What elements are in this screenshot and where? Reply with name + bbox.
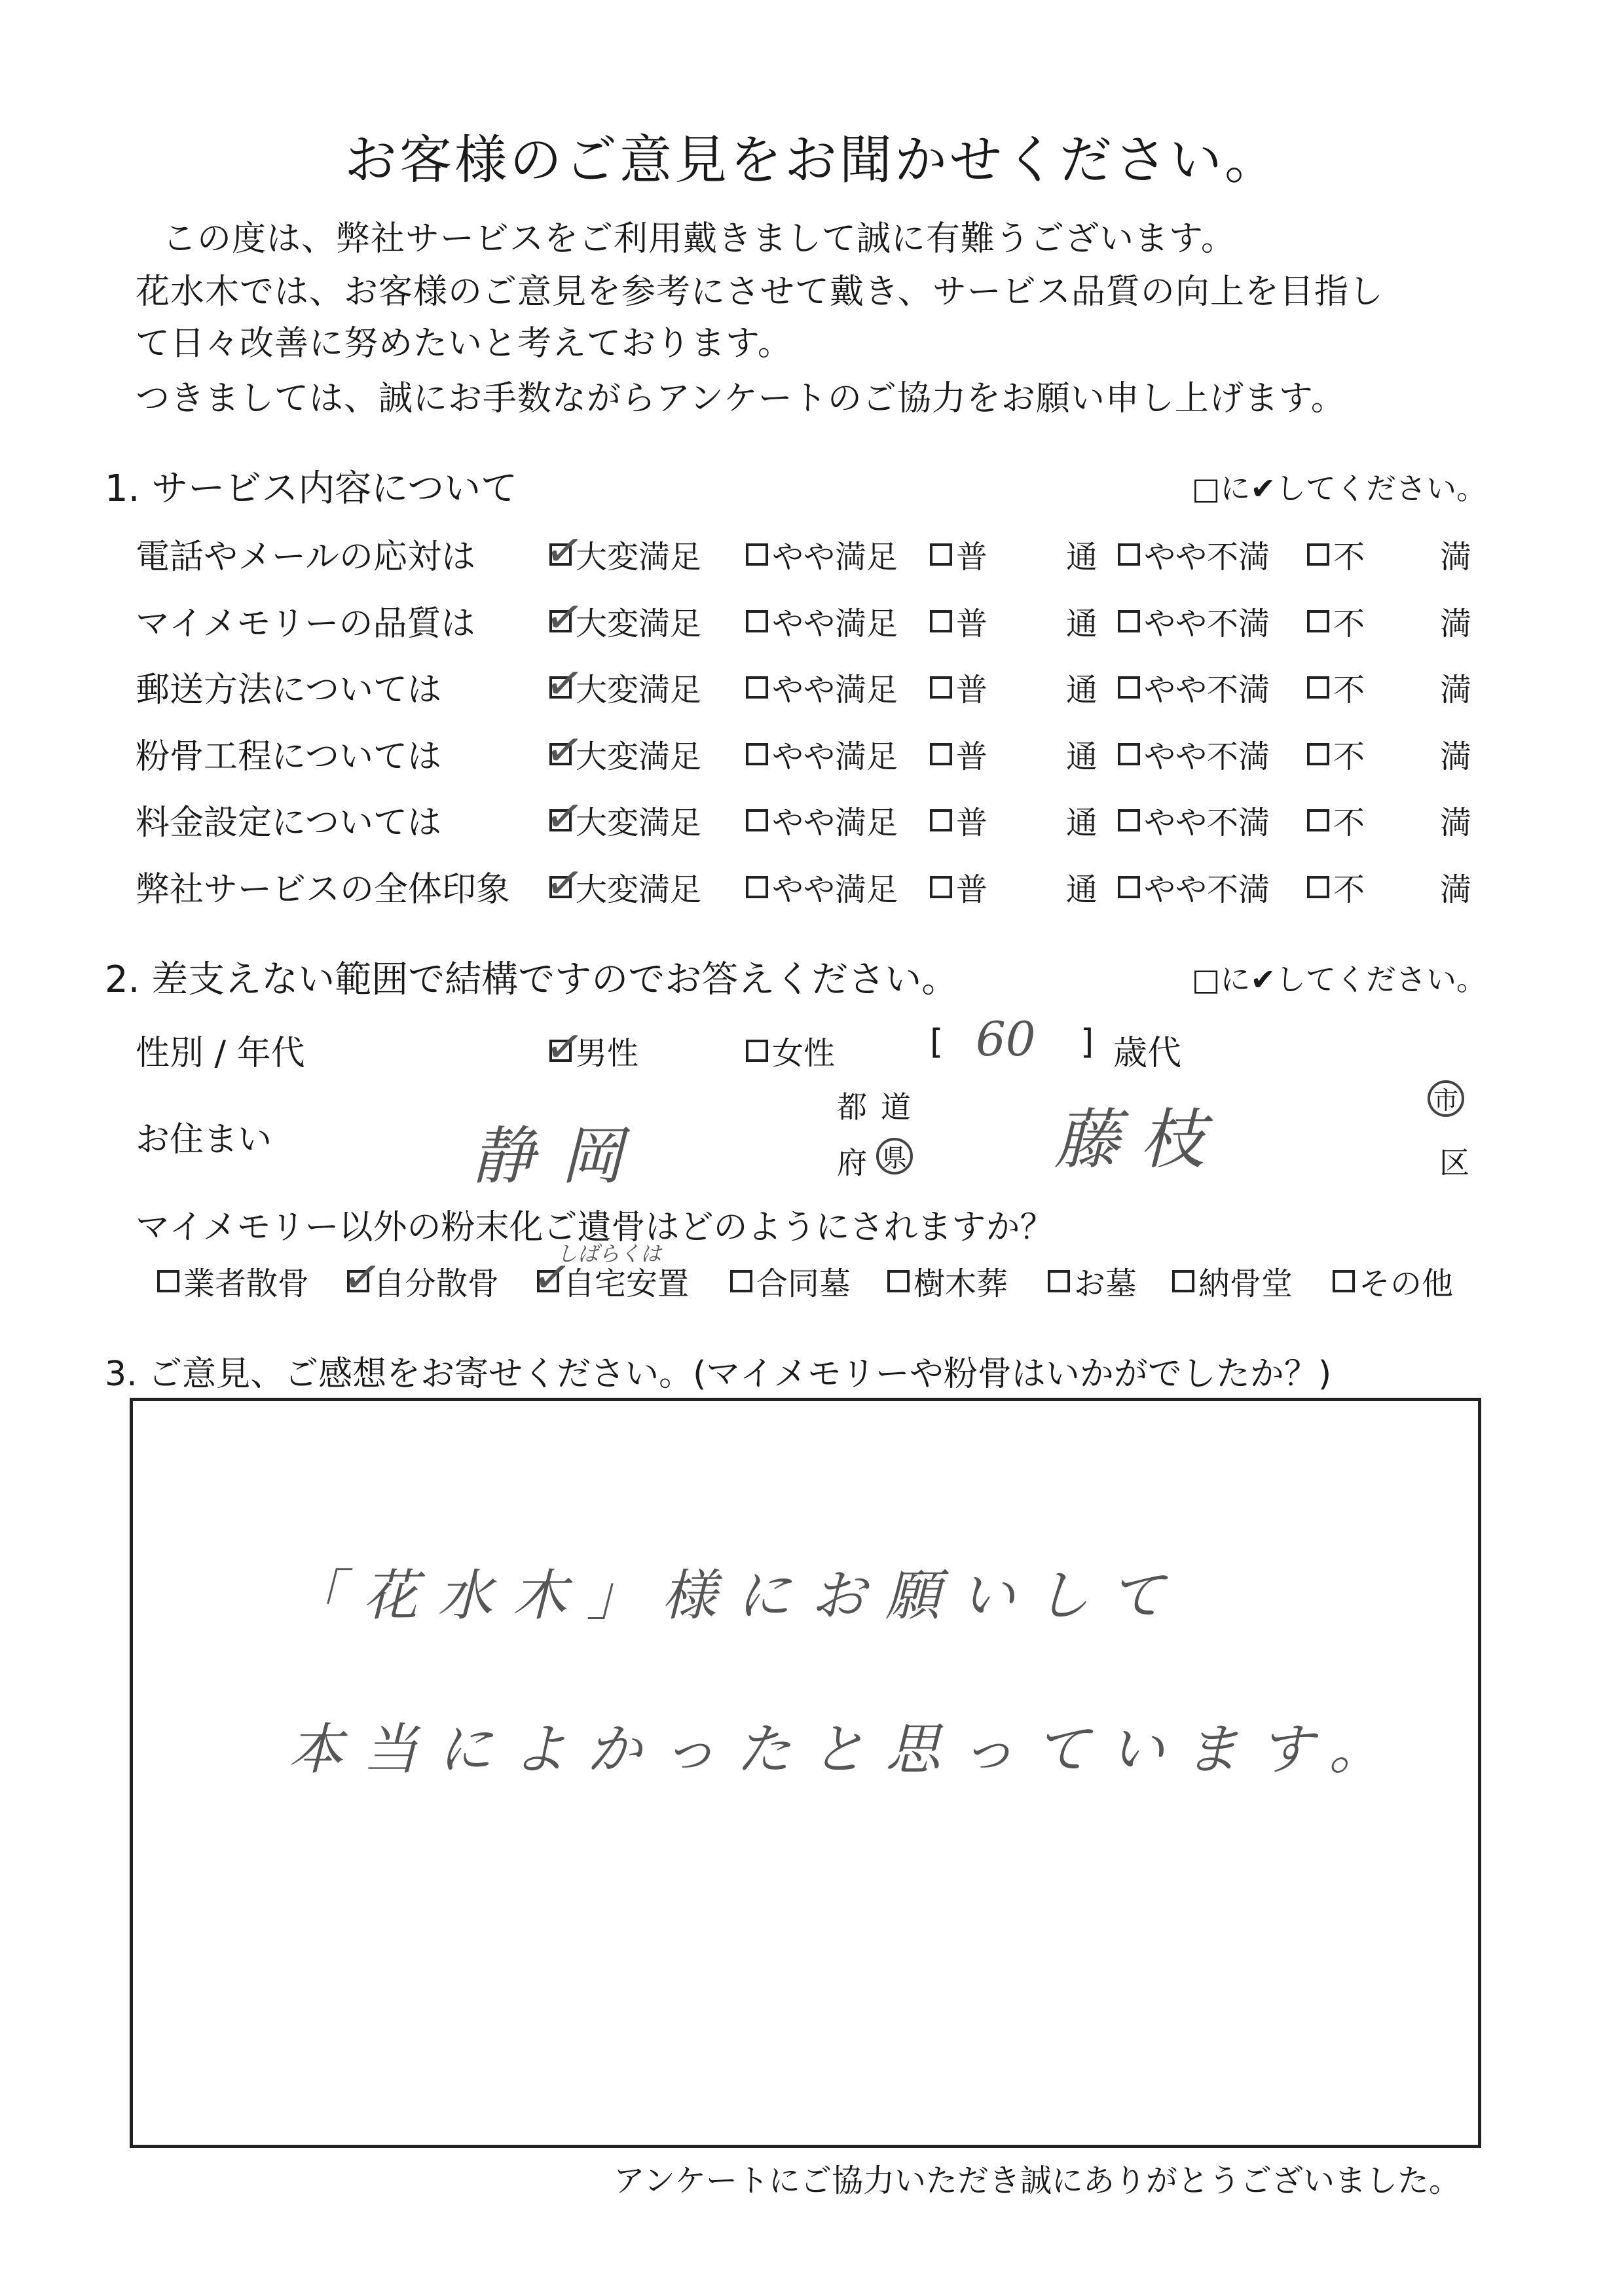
checkbox[interactable] xyxy=(930,876,952,898)
checkbox[interactable] xyxy=(1118,610,1140,632)
rating-option[interactable] xyxy=(542,786,702,846)
rating-option[interactable] xyxy=(1307,731,1365,776)
option-label: やや不満 xyxy=(1144,539,1270,575)
rating-option[interactable] xyxy=(746,598,898,644)
rating-option-label-tail xyxy=(1440,797,1471,843)
option-label: 大変満足 xyxy=(576,606,702,642)
option-label: 通 xyxy=(1066,871,1098,908)
rating-option-label-tail xyxy=(1066,532,1098,577)
check-mark-icon: ✓ xyxy=(542,520,588,580)
option-label: 男性 xyxy=(576,1035,639,1072)
option-label: 自宅安置 xyxy=(563,1266,690,1302)
option-label: 普 xyxy=(956,738,988,775)
checkbox[interactable] xyxy=(1307,809,1329,831)
rating-option[interactable] xyxy=(542,720,702,780)
rating-option[interactable] xyxy=(542,853,702,913)
ruby-note: しばらくは xyxy=(557,1241,662,1266)
checkbox[interactable] xyxy=(930,676,952,699)
checkbox-checked[interactable] xyxy=(529,1247,576,1307)
option-label: 通 xyxy=(1066,805,1098,841)
rating-option[interactable] xyxy=(746,797,898,843)
city-shi: 市 xyxy=(1428,1080,1464,1117)
checkbox[interactable] xyxy=(1172,1270,1194,1292)
checkbox-checked[interactable] xyxy=(542,1017,588,1076)
option-label: やや不満 xyxy=(1144,871,1270,908)
disposal-option[interactable] xyxy=(157,1258,309,1303)
city-ku: 区 xyxy=(1439,1145,1469,1180)
city-value[interactable]: 藤枝 xyxy=(1054,1101,1225,1178)
rating-option[interactable] xyxy=(1118,731,1270,776)
row-label: マイメモリーの品質は xyxy=(136,604,475,644)
checkbox[interactable] xyxy=(746,1040,768,1062)
option-label: 通 xyxy=(1066,606,1098,642)
prefecture-value[interactable]: 静岡 xyxy=(471,1120,650,1193)
rating-option[interactable] xyxy=(1118,598,1270,644)
checkbox-checked[interactable] xyxy=(542,853,588,913)
age-suffix: 歳代 xyxy=(1113,1034,1182,1073)
checkbox[interactable] xyxy=(930,809,952,831)
intro-line: つきましては、誠にお手数ながらアンケートのご協力をお願い申し上げます。 xyxy=(136,379,1346,418)
option-label: 自分散骨 xyxy=(373,1266,500,1302)
option-label: 女性 xyxy=(772,1035,836,1072)
option-label: 不 xyxy=(1333,606,1365,642)
comment-line: 本当によかったと思っています。 xyxy=(288,1717,1404,1781)
rating-option-label-tail xyxy=(1440,665,1471,710)
option-label: 普 xyxy=(956,539,988,575)
option-label: 普 xyxy=(956,606,988,642)
checkbox[interactable] xyxy=(1118,676,1140,699)
option-label: お墓 xyxy=(1074,1266,1137,1302)
rating-option[interactable] xyxy=(746,731,898,776)
pref-ken: 県 xyxy=(876,1138,913,1175)
checkbox[interactable] xyxy=(1307,676,1329,699)
checkbox[interactable] xyxy=(1118,876,1140,898)
option-label: やや満足 xyxy=(772,539,898,575)
option-label: 不 xyxy=(1333,805,1365,841)
pref-fu: 府 xyxy=(837,1145,867,1180)
rating-option[interactable] xyxy=(930,598,987,644)
rating-option[interactable] xyxy=(1118,532,1270,577)
checkbox[interactable] xyxy=(157,1270,179,1292)
disposal-option[interactable] xyxy=(339,1247,500,1307)
gender-female-option[interactable] xyxy=(746,1028,835,1073)
check-mark-icon: ✓ xyxy=(542,786,588,846)
option-label: 業者散骨 xyxy=(183,1266,310,1302)
option-label: 普 xyxy=(956,871,988,908)
checkbox[interactable] xyxy=(746,543,768,566)
disposal-option[interactable] xyxy=(1172,1258,1293,1303)
rating-option[interactable] xyxy=(1307,797,1365,843)
disposal-option[interactable] xyxy=(887,1258,1008,1303)
rating-option[interactable] xyxy=(746,532,898,577)
option-label: やや満足 xyxy=(772,672,898,708)
rating-option-label-tail xyxy=(1066,665,1098,710)
gender-male-option[interactable] xyxy=(542,1017,639,1076)
option-label: 不 xyxy=(1333,539,1365,575)
checkbox[interactable] xyxy=(746,809,768,831)
checkbox-checked[interactable] xyxy=(542,520,588,580)
rating-option[interactable] xyxy=(930,797,987,843)
option-label: 満 xyxy=(1440,871,1472,908)
city-shi-circled xyxy=(1428,1080,1464,1117)
rating-option[interactable] xyxy=(1118,665,1270,710)
option-label: やや不満 xyxy=(1144,738,1270,775)
section1-note: □に✔してください。 xyxy=(1192,471,1487,506)
checkbox-checked[interactable] xyxy=(542,653,588,713)
checkbox-checked[interactable] xyxy=(339,1247,386,1307)
option-label: 満 xyxy=(1440,539,1472,575)
rating-option[interactable] xyxy=(930,532,987,577)
option-label: 通 xyxy=(1066,672,1098,708)
row-label: 電話やメールの応対は xyxy=(136,538,475,577)
option-label: 不 xyxy=(1333,738,1365,775)
option-label: 合同墓 xyxy=(756,1266,851,1302)
option-label: 満 xyxy=(1440,738,1472,775)
rating-option[interactable] xyxy=(542,520,702,580)
option-label: やや満足 xyxy=(772,606,898,642)
rating-option[interactable] xyxy=(542,653,702,713)
option-label: やや不満 xyxy=(1144,606,1270,642)
rating-option-label-tail xyxy=(1440,598,1471,644)
rating-option-label-tail xyxy=(1066,797,1098,843)
checkbox-checked[interactable] xyxy=(542,786,588,846)
checkbox-checked[interactable] xyxy=(542,587,588,647)
option-label: 不 xyxy=(1333,871,1365,908)
option-label: 満 xyxy=(1440,805,1472,841)
option-label: 普 xyxy=(956,672,988,708)
option-label: やや満足 xyxy=(772,738,898,775)
option-label: 不 xyxy=(1333,672,1365,708)
pref-ken-circled xyxy=(876,1138,913,1175)
check-mark-icon: ✓ xyxy=(542,720,588,780)
age-value[interactable]: 60 xyxy=(976,1011,1036,1066)
checkbox[interactable] xyxy=(1333,1270,1355,1292)
check-mark-icon: ✓ xyxy=(529,1247,576,1307)
gender-age-label: 性別 / 年代 xyxy=(136,1034,305,1073)
rating-option[interactable] xyxy=(930,864,987,909)
rating-option[interactable] xyxy=(746,864,898,909)
option-label: 納骨堂 xyxy=(1198,1266,1293,1302)
bracket-open: [ xyxy=(930,1023,944,1062)
checkbox[interactable] xyxy=(1307,876,1329,898)
pref-do: 道 xyxy=(881,1089,911,1125)
row-label: 粉骨工程については xyxy=(136,737,441,776)
checkbox[interactable] xyxy=(746,610,768,632)
checkbox[interactable] xyxy=(930,610,952,632)
checkbox[interactable] xyxy=(1307,743,1329,765)
checkbox[interactable] xyxy=(930,543,952,566)
disposal-option[interactable] xyxy=(1333,1258,1453,1303)
checkbox[interactable] xyxy=(887,1270,910,1292)
option-label: 普 xyxy=(956,805,988,841)
rating-option-label-tail xyxy=(1440,731,1471,776)
checkbox[interactable] xyxy=(1307,543,1329,566)
disposal-question: マイメモリー以外の粉末化ご遺骨はどのようにされますか？ xyxy=(136,1208,1054,1247)
option-label: 大変満足 xyxy=(576,871,702,908)
rating-option-label-tail xyxy=(1066,864,1098,909)
pref-to: 都 xyxy=(837,1089,867,1125)
residence-label: お住まい xyxy=(136,1120,272,1159)
option-label: 大変満足 xyxy=(576,672,702,708)
footer-thanks: アンケートにご協力いただき誠にありがとうございました。 xyxy=(613,2162,1460,2199)
option-label: やや満足 xyxy=(772,871,898,908)
rating-option[interactable] xyxy=(1307,665,1365,710)
option-label: 通 xyxy=(1066,738,1098,775)
checkbox-checked[interactable] xyxy=(542,720,588,780)
rating-option-label-tail xyxy=(1440,864,1471,909)
checkbox[interactable] xyxy=(746,743,768,765)
checkbox[interactable] xyxy=(730,1270,752,1292)
disposal-option[interactable] xyxy=(1048,1258,1137,1303)
check-mark-icon: ✓ xyxy=(542,653,588,713)
section2-heading: 2. 差支えない範囲で結構ですのでお答えください。 xyxy=(105,958,959,1001)
option-label: 満 xyxy=(1440,672,1472,708)
section1-heading: 1. サービス内容について xyxy=(105,467,518,510)
option-label: その他 xyxy=(1359,1266,1454,1302)
check-mark-icon: ✓ xyxy=(339,1247,386,1307)
intro-line: この度は、弊社サービスをご利用戴きまして誠に有難うございます。 xyxy=(162,219,1236,259)
row-label: 弊社サービスの全体印象 xyxy=(136,870,511,909)
bracket-close: ] xyxy=(1080,1023,1094,1062)
option-label: 大変満足 xyxy=(576,539,702,575)
page-title: お客様のご意見をお聞かせください。 xyxy=(344,130,1280,191)
option-label: 通 xyxy=(1066,539,1098,575)
rating-option[interactable] xyxy=(1307,598,1365,644)
disposal-option[interactable] xyxy=(730,1258,851,1303)
checkbox[interactable] xyxy=(1307,610,1329,632)
rating-option[interactable] xyxy=(542,587,702,647)
intro-line: て日々改善に努めたいと考えております。 xyxy=(136,324,792,363)
rating-option[interactable] xyxy=(1118,864,1270,909)
option-label: 大変満足 xyxy=(576,738,702,775)
comment-line: 「花水木」様にお願いして xyxy=(288,1563,1185,1628)
rating-option-label-tail xyxy=(1440,532,1471,577)
intro-line: 花水木では、お客様のご意見を参考にさせて戴き、サービス品質の向上を目指し xyxy=(136,272,1384,312)
checkbox[interactable] xyxy=(746,876,768,898)
checkbox[interactable] xyxy=(1118,543,1140,566)
check-mark-icon: ✓ xyxy=(542,853,588,913)
section2-note: □に✔してください。 xyxy=(1192,962,1487,997)
rating-option[interactable] xyxy=(930,731,987,776)
option-label: やや不満 xyxy=(1144,805,1270,841)
checkbox[interactable] xyxy=(930,743,952,765)
rating-option[interactable] xyxy=(930,665,987,710)
rating-option[interactable] xyxy=(1118,797,1270,843)
checkbox[interactable] xyxy=(1118,743,1140,765)
option-label: やや満足 xyxy=(772,805,898,841)
checkbox[interactable] xyxy=(746,676,768,699)
checkbox[interactable] xyxy=(1118,809,1140,831)
option-label: 樹木葬 xyxy=(913,1266,1008,1302)
option-label: やや不満 xyxy=(1144,672,1270,708)
checkbox[interactable] xyxy=(1048,1270,1070,1292)
row-label: 料金設定については xyxy=(136,803,441,843)
section3-heading: 3. ご意見、ご感想をお寄せください。(マイメモリーや粉骨はいかがでしたか？) xyxy=(105,1355,1332,1394)
check-mark-icon: ✓ xyxy=(542,587,588,647)
rating-option[interactable] xyxy=(1307,864,1365,909)
rating-option-label-tail xyxy=(1066,598,1098,644)
rating-option[interactable] xyxy=(1307,532,1365,577)
rating-option-label-tail xyxy=(1066,731,1098,776)
row-label: 郵送方法については xyxy=(136,670,441,710)
check-mark-icon: ✓ xyxy=(542,1017,588,1076)
rating-option[interactable] xyxy=(746,665,898,710)
option-label: 満 xyxy=(1440,606,1472,642)
option-label: 大変満足 xyxy=(576,805,702,841)
